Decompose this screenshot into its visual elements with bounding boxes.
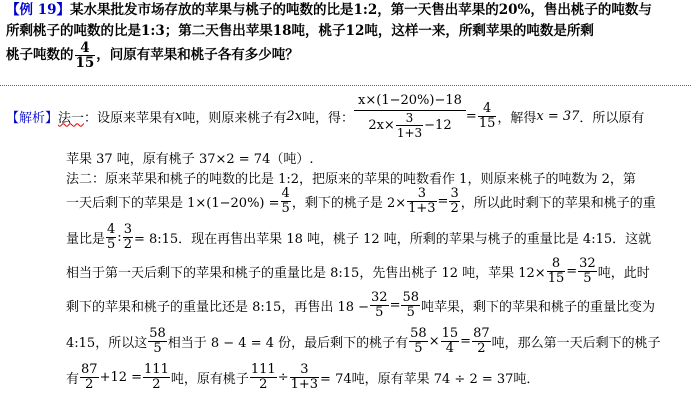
frac-num: 3 xyxy=(450,185,459,201)
frac-den: 15 xyxy=(547,270,565,286)
frac-den: 5 xyxy=(406,304,415,320)
m2-l2a: 一天后剩下的苹果是 1×(1−20%) = xyxy=(66,195,280,211)
m2-l7b: +12 = xyxy=(99,369,143,385)
equals-sign: = xyxy=(465,108,477,124)
fraction xyxy=(123,223,133,252)
problem-text-1: 某水果批发市场存放的苹果与桃子的吨数的比是1:2，第一天售出苹果的20%，售出桃子的吨数与 xyxy=(70,2,652,18)
m1-solve: ，解得 xyxy=(497,110,537,126)
fraction xyxy=(250,363,277,392)
fraction xyxy=(148,327,167,356)
problem-text-2: 所剩桃子的吨数的比是1:3；第二天售出苹果18吨，桃子12吨，这样一来，所剩苹果的吨数是所剩 xyxy=(6,23,594,39)
x-solution: x = 37 xyxy=(536,108,580,124)
frac-den: 5 xyxy=(281,200,290,216)
frac-den: 2 xyxy=(259,376,268,392)
frac-num: 58 xyxy=(410,325,427,341)
solution-line-6 xyxy=(66,254,650,288)
fraction xyxy=(401,291,420,320)
solution-line-7 xyxy=(66,288,655,322)
fraction xyxy=(281,187,291,216)
m2-l3a: 量比是 xyxy=(66,231,106,247)
m2-l4a: 相当于第一天后剩下的苹果和桃子的重量比是 8:15，先售出桃子 12 吨，苹果 12× xyxy=(66,265,546,281)
solution-line-4 xyxy=(66,184,656,218)
frac-num: 15 xyxy=(441,325,459,341)
frac-num: 87 xyxy=(81,361,98,377)
solution-label: 【解析】 xyxy=(6,110,59,126)
m2-l6d: = xyxy=(460,333,472,349)
frac-num: 3 xyxy=(407,187,436,202)
problem-line-3 xyxy=(6,41,299,70)
frac-den: 15 xyxy=(478,115,496,131)
problem-text-3b: ，问原有苹果和桃子各有多少吨？ xyxy=(96,47,299,63)
frac-den: 5 xyxy=(583,270,592,286)
fraction xyxy=(143,363,170,392)
m2-l7d: ÷ xyxy=(277,369,289,385)
example-tag: 【例 19】 xyxy=(6,2,70,18)
m1-tail: ．所以原有 xyxy=(579,110,645,126)
frac-den: 5 xyxy=(107,236,116,252)
m1-text3: 吨，得： xyxy=(302,110,355,126)
fraction-4-15 xyxy=(478,102,497,131)
m2-l2b: ，剩下的桃子是 2× xyxy=(291,195,407,211)
frac-num: 58 xyxy=(402,289,420,305)
section-divider xyxy=(0,85,691,86)
m1-line2: 苹果 37 吨，原有桃子 37×2 = 74（吨）. xyxy=(66,152,314,167)
fraction xyxy=(106,223,116,252)
m2-l3b: : xyxy=(117,229,122,245)
frac-num: 111 xyxy=(250,361,276,377)
frac-den: 5 xyxy=(414,340,423,356)
equation-numerator: x×(1−20%)−18 xyxy=(354,92,466,111)
m2-l5a: 剩下的苹果和桃子的重量比还是 8:15，再售出 18 − xyxy=(66,299,370,315)
equation-fraction xyxy=(354,92,466,140)
frac-den: 1+3 xyxy=(408,200,436,216)
solution-line-1 xyxy=(6,90,644,142)
problem-line-1 xyxy=(6,0,652,21)
den-part-b: −12 xyxy=(424,118,452,133)
m2-l7c: 吨，原有桃子 xyxy=(170,371,249,387)
fraction-4-15 xyxy=(75,41,96,70)
var-x: x xyxy=(175,108,183,124)
problem-text-3a: 桃子吨数的 xyxy=(6,47,74,63)
m1-text: ：设原来苹果有 xyxy=(84,110,176,126)
solution-line-2 xyxy=(66,148,313,167)
frac-den: 5 xyxy=(375,304,384,320)
m2-l3c: = 8:15．现在再售出苹果 18 吨，桃子 12 吨，所剩的苹果与桃子的重量比是 4:15．这就 xyxy=(133,231,652,247)
m2-l2d: ，所以此时剩下的苹果和桃子的重 xyxy=(460,195,656,211)
m2-l4b: = xyxy=(566,263,578,279)
m2-l5c: 吨苹果，剩下的苹果和桃子的重量比变为 xyxy=(421,299,656,315)
m2-l6e: 吨，那么第一天后剩下的桃子 xyxy=(491,335,661,351)
frac-num: 58 xyxy=(149,325,166,341)
frac-num: 8 xyxy=(547,257,566,272)
frac-num: 4 xyxy=(107,221,116,237)
frac-num: 32 xyxy=(371,289,388,305)
frac-den: 2 xyxy=(152,376,161,392)
fraction xyxy=(290,363,319,392)
m1-text2: 吨，则原来桃子有 xyxy=(182,110,287,126)
m2-l4c: 吨，此时 xyxy=(597,265,650,281)
equation-denominator xyxy=(354,111,466,140)
frac-den: 1+3 xyxy=(290,376,319,392)
den-fraction xyxy=(396,111,423,140)
fraction xyxy=(409,327,428,356)
frac-den: 2 xyxy=(85,376,94,392)
frac-num: 3 xyxy=(290,363,319,378)
frac-num: 3 xyxy=(123,221,132,237)
frac-num: 4 xyxy=(478,102,497,117)
solution-line-5 xyxy=(66,220,651,254)
fraction xyxy=(407,187,436,216)
fraction xyxy=(80,363,99,392)
fraction xyxy=(472,327,491,356)
frac-num: 4 xyxy=(281,185,290,201)
fraction xyxy=(547,257,566,286)
den-part-a: 2x× xyxy=(368,118,395,133)
m2-l7e: = 74吨，原有苹果 74 ÷ 2 = 37吨． xyxy=(320,371,540,387)
frac-num: 3 xyxy=(396,111,423,126)
m2-l2c: = xyxy=(437,193,449,209)
m2-l6b: 相当于 8 − 4 = 4 份，最后剩下的桃子有 xyxy=(167,335,409,351)
solution-line-8 xyxy=(66,324,661,358)
frac-den: 5 xyxy=(153,340,162,356)
frac-den: 2 xyxy=(477,340,486,356)
frac-num: 111 xyxy=(144,361,169,377)
frac-den: 1+3 xyxy=(396,126,423,140)
m2-l6a: 4:15，所以这 xyxy=(66,335,148,351)
frac-den: 4 xyxy=(445,340,455,356)
frac-den: 2 xyxy=(123,236,132,252)
method-1-label: 法一 xyxy=(58,110,85,126)
m2-l5b: = xyxy=(389,297,401,313)
frac-den: 2 xyxy=(450,200,459,216)
frac-num: 4 xyxy=(75,41,96,56)
problem-line-2 xyxy=(6,21,594,42)
m2-line1: 法二：原来苹果和桃子的吨数的比是 1:2，把原来的苹果的吨数看作 1，则原来桃子的吨数为 2，第 xyxy=(66,172,636,187)
frac-num: 32 xyxy=(579,255,596,271)
solution-line-9 xyxy=(66,360,539,394)
fraction xyxy=(578,257,597,286)
fraction xyxy=(441,327,460,356)
var-2x: 2x xyxy=(286,108,303,124)
frac-den: 15 xyxy=(75,55,95,71)
m2-l7a: 有 xyxy=(66,371,80,387)
frac-num: 87 xyxy=(473,325,490,341)
fraction xyxy=(370,291,389,320)
fraction xyxy=(449,187,459,216)
m2-l6c: × xyxy=(428,333,440,349)
